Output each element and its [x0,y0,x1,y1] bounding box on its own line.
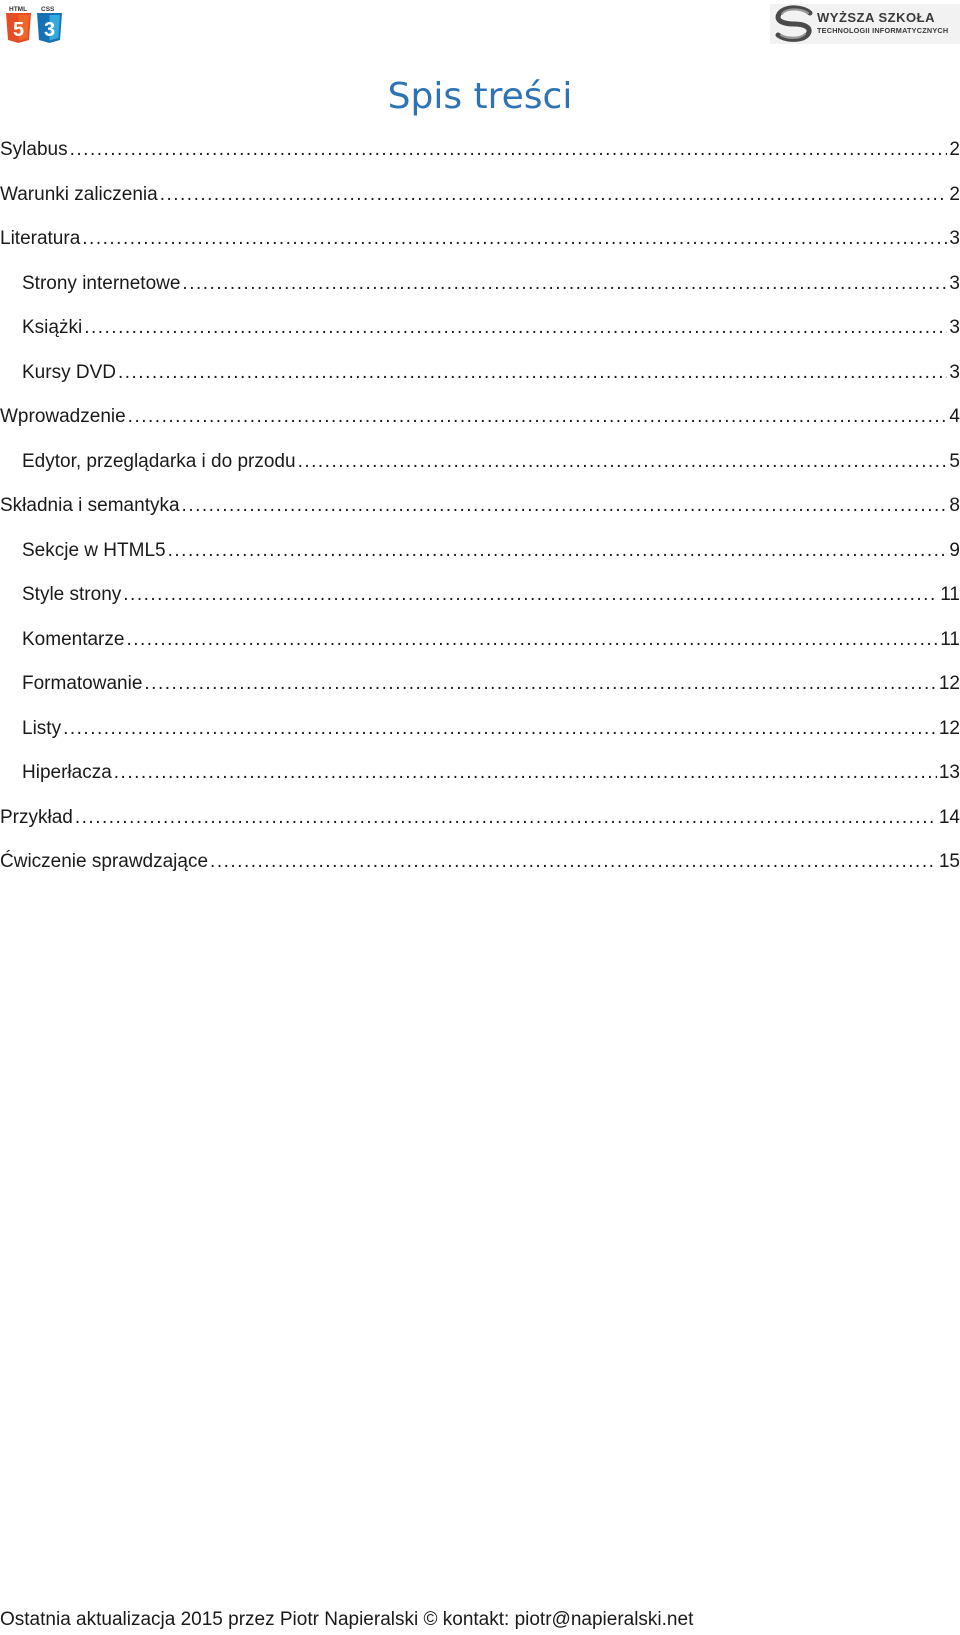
page-header [0,0,960,48]
toc-entry-warunki-zaliczenia[interactable] [0,173,960,218]
dot-leader [126,618,938,663]
html5-version: 5 [12,19,25,41]
toc-entry-page: 11 [940,628,960,650]
dot-leader [63,707,937,752]
dot-leader [144,662,936,707]
toc-entry-page: 4 [949,406,960,427]
school-swirl-icon [772,4,816,44]
toc-entry-page: 13 [938,762,960,783]
toc-entry-kursy-dvd[interactable] [0,351,960,396]
toc-entry-page: 5 [949,450,960,472]
table-of-contents [0,128,960,885]
toc-entry-wprowadzenie[interactable] [0,395,960,440]
toc-entry-text: Komentarze [22,628,125,650]
toc-entry-page: 15 [938,851,960,872]
toc-entry-text: Literatura [0,228,81,249]
dot-leader [210,840,937,885]
toc-entry-ksiazki[interactable] [0,306,960,351]
page-footer: Ostatnia aktualizacja 2015 przez Piotr Napieralski © kontakt: piotr@napieralski.net [0,1609,694,1630]
dot-leader [70,128,948,173]
toc-entry-page: 3 [949,228,960,249]
toc-entry-text: Sylabus [0,139,68,160]
toc-entry-text: Warunki zaliczenia [0,183,158,205]
toc-entry-page: 2 [949,139,960,160]
toc-entry-text: Strony internetowe [22,272,181,294]
toc-entry-page: 3 [949,272,960,294]
toc-entry-skladnia-i-semantyka[interactable] [0,484,960,529]
toc-entry-page: 2 [949,183,960,205]
dot-leader [168,529,948,574]
toc-entry-page: 11 [940,584,960,605]
toc-entry-text: Przykład [0,806,73,828]
school-subtitle: TECHNOLOGII INFORMATYCZNYCH [817,26,949,35]
toc-entry-page: 3 [949,317,960,338]
toc-entry-text: Sekcje w HTML5 [22,539,166,561]
toc-entry-page: 9 [949,539,960,561]
toc-entry-formatowanie[interactable] [0,662,960,707]
toc-entry-page: 8 [949,495,960,516]
toc-entry-literatura[interactable] [0,217,960,262]
toc-entry-text: Kursy DVD [22,361,116,383]
toc-entry-text: Listy [22,717,62,739]
dot-leader [123,573,938,618]
dot-leader [75,796,937,841]
toc-entry-style-strony[interactable] [0,573,960,618]
toc-entry-page: 12 [938,673,960,694]
toc-entry-sekcje-w-html5[interactable] [0,529,960,574]
toc-title: Spis treści [387,76,573,117]
toc-entry-edytor[interactable] [0,440,960,485]
dot-leader [160,173,948,218]
toc-entry-text: Edytor, przeglądarka i do przodu [22,450,296,472]
toc-entry-text: Wprowadzenie [0,406,126,427]
toc-entry-cwiczenie-sprawdzajace[interactable] [0,840,960,885]
toc-entry-text: Składnia i semantyka [0,495,180,516]
toc-entry-text: Hiperłacza [22,762,112,783]
css-badge-label: CSS [41,6,55,13]
dot-leader [128,395,948,440]
toc-entry-text: Style strony [22,584,122,605]
toc-entry-page: 14 [938,806,960,828]
dot-leader [82,217,947,262]
css3-version: 3 [43,19,56,41]
dot-leader [182,262,947,307]
html5-css3-logo [4,4,66,46]
dot-leader [298,440,948,485]
toc-entry-text: Formatowanie [22,673,143,694]
toc-entry-listy[interactable] [0,707,960,752]
toc-entry-hiperlacza[interactable] [0,751,960,796]
dot-leader [182,484,948,529]
toc-entry-strony-internetowe[interactable] [0,262,960,307]
school-name: WYŻSZA SZKOŁA [817,10,935,25]
dot-leader [114,751,937,796]
toc-entry-przyklad[interactable] [0,796,960,841]
toc-entry-text: Ćwiczenie sprawdzające [0,851,209,872]
dot-leader [84,306,947,351]
toc-entry-sylabus[interactable] [0,128,960,173]
toc-entry-page: 3 [949,361,960,383]
html-badge-label: HTML [9,6,28,13]
toc-entry-page: 12 [938,717,960,739]
dot-leader [118,351,947,396]
toc-entry-komentarze[interactable] [0,618,960,663]
toc-entry-text: Książki [22,317,83,338]
school-logo [770,4,960,44]
